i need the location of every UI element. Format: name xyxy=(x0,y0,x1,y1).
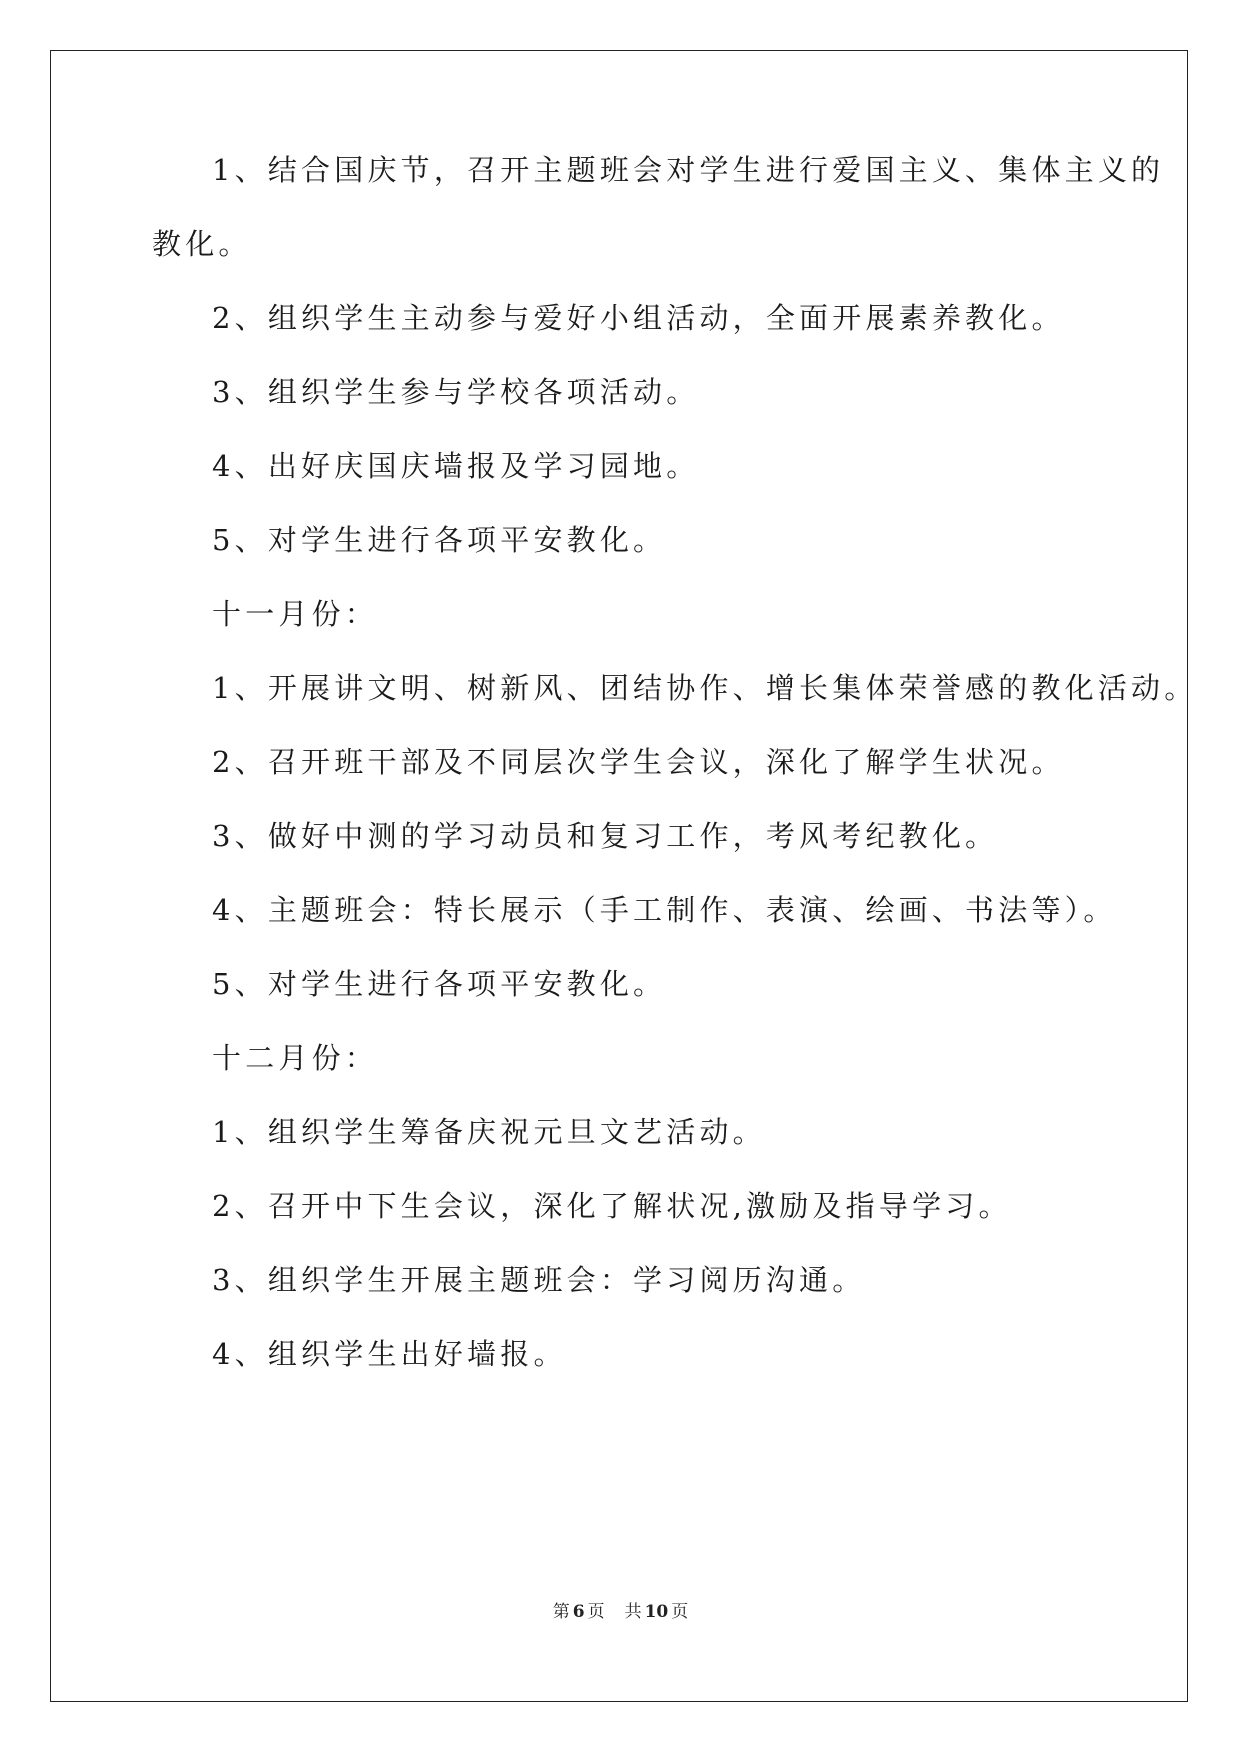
page-prefix: 第 xyxy=(552,1602,570,1622)
section-heading: 十二月份： xyxy=(212,1041,379,1075)
paragraph-line: 3、做好中测的学习动员和复习工作，考风考纪教化。 xyxy=(212,819,999,853)
paragraph-line: 2、召开班干部及不同层次学生会议，深化了解学生状况。 xyxy=(212,745,1065,779)
paragraph-line: 4、出好庆国庆墙报及学习园地。 xyxy=(212,449,700,483)
total-suffix: 页 xyxy=(671,1602,689,1622)
paragraph-line: 5、对学生进行各项平安教化。 xyxy=(212,967,667,1001)
paragraph-line: 2、组织学生主动参与爱好小组活动，全面开展素养教化。 xyxy=(212,301,1065,335)
paragraph-line: 2、召开中下生会议，深化了解状况,激励及指导学习。 xyxy=(212,1189,1012,1223)
paragraph-line: 教化。 xyxy=(152,227,252,261)
paragraph-line: 4、组织学生出好墙报。 xyxy=(212,1337,567,1371)
paragraph-line: 4、主题班会：特长展示（手工制作、表演、绘画、书法等）。 xyxy=(212,893,1117,927)
section-heading: 十一月份： xyxy=(212,597,379,631)
page-number: 6 xyxy=(572,1602,585,1622)
paragraph-line: 3、组织学生开展主题班会：学习阅历沟通。 xyxy=(212,1263,866,1297)
page-suffix: 页 xyxy=(587,1602,605,1622)
total-prefix: 共 xyxy=(624,1602,642,1622)
paragraph-line: 1、组织学生筹备庆祝元旦文艺活动。 xyxy=(212,1115,766,1149)
page-footer xyxy=(0,1600,1241,1624)
paragraph-line: 3、组织学生参与学校各项活动。 xyxy=(212,375,700,409)
paragraph-line: 5、对学生进行各项平安教化。 xyxy=(212,523,667,557)
total-pages: 10 xyxy=(644,1602,669,1622)
paragraph-line: 1、结合国庆节，召开主题班会对学生进行爱国主义、集体主义的 xyxy=(212,153,1165,187)
paragraph-line: 1、开展讲文明、树新风、团结协作、增长集体荣誉感的教化活动。 xyxy=(212,671,1198,705)
